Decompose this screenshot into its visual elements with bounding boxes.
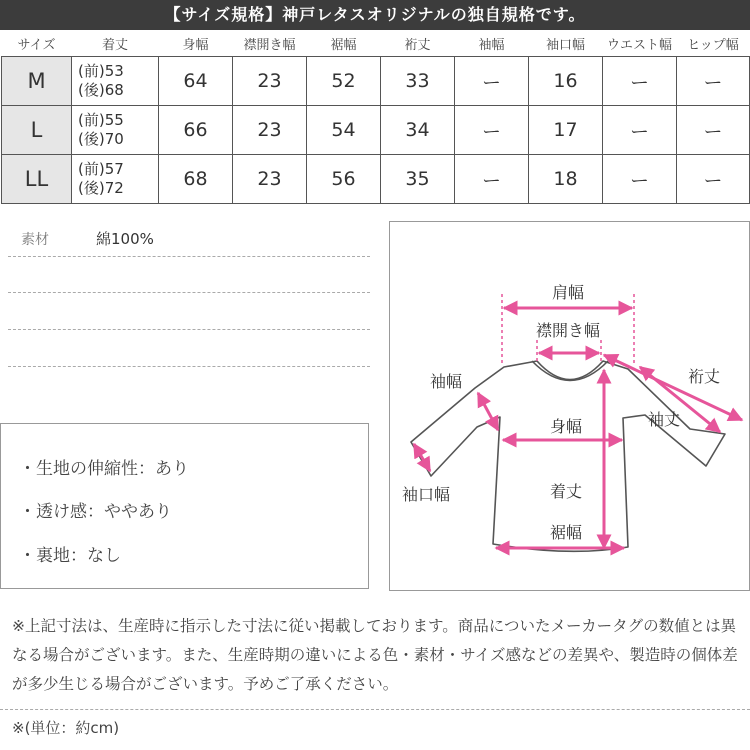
property-sheerness: ・透け感：ややあり xyxy=(19,502,172,522)
length-front: (前)55 xyxy=(78,111,124,129)
table-cell: 23 xyxy=(233,155,307,204)
table-row xyxy=(2,57,750,106)
table-cell: 33 xyxy=(381,57,455,106)
material-value: 綿100% xyxy=(96,230,154,248)
column-header: ウエスト幅 xyxy=(606,37,672,53)
table-cell: ー xyxy=(455,106,529,155)
column-header: 着丈 xyxy=(101,37,128,53)
column-header: サイズ xyxy=(17,37,56,53)
table-cell: ー xyxy=(677,155,750,204)
table-cell: 35 xyxy=(381,155,455,204)
size-label: LL xyxy=(2,155,72,204)
table-cell: 64 xyxy=(159,57,233,106)
table-cell: 52 xyxy=(307,57,381,106)
length-cell xyxy=(72,155,159,204)
table-row xyxy=(2,106,750,155)
unit-note: ※(単位：約cm) xyxy=(12,719,120,737)
length-cell xyxy=(72,106,159,155)
table-cell: 23 xyxy=(233,57,307,106)
table-cell: 23 xyxy=(233,106,307,155)
body-width-label: 身幅 xyxy=(549,417,583,436)
yuki-label: 裄丈 xyxy=(688,367,721,386)
table-cell: 56 xyxy=(307,155,381,204)
length-front: (前)57 xyxy=(78,160,124,178)
size-label: L xyxy=(2,106,72,155)
table-cell: ー xyxy=(455,155,529,204)
disclaimer-notes: ※上記寸法は、生産時に指示した寸法に従い掲載しております。商品についたメーカータグの数値とは異なる場合がございます。また、生産時期の違いによる色・素材・サイズ感などの差異や、製造時の個体差が多少生じる場合がございます。予めご了承ください。 xyxy=(12,617,738,693)
fabric-properties xyxy=(0,423,369,589)
divider xyxy=(8,329,370,330)
cuff-width-label: 袖口幅 xyxy=(402,485,451,504)
page-title: 【サイズ規格】神戸レタスオリジナルの独自規格です。 xyxy=(0,0,750,30)
column-header: 裾幅 xyxy=(330,37,357,53)
length-cell xyxy=(72,57,159,106)
measurement-diagram xyxy=(389,221,750,591)
table-cell: ー xyxy=(603,155,677,204)
table-cell: ー xyxy=(677,57,750,106)
property-lining: ・裏地：なし xyxy=(19,546,121,566)
table-cell: ー xyxy=(603,57,677,106)
length-label: 着丈 xyxy=(549,482,583,501)
column-header: 裄丈 xyxy=(404,37,431,53)
table-cell: 68 xyxy=(159,155,233,204)
table-cell: 17 xyxy=(529,106,603,155)
table-cell: ー xyxy=(603,106,677,155)
material-label: 素材 xyxy=(21,232,49,248)
length-back: (後)70 xyxy=(78,130,124,148)
length-back: (後)68 xyxy=(78,81,124,99)
column-header: 襟開き幅 xyxy=(243,37,296,53)
table-cell: 54 xyxy=(307,106,381,155)
column-header: 袖幅 xyxy=(478,37,505,53)
divider xyxy=(0,709,750,710)
garment-diagram xyxy=(390,222,750,591)
shoulder-width-label: 肩幅 xyxy=(551,283,585,302)
table-cell: 66 xyxy=(159,106,233,155)
sleeve-length-label: 袖丈 xyxy=(648,410,681,429)
column-header: 袖口幅 xyxy=(545,37,585,53)
length-back: (後)72 xyxy=(78,179,124,197)
property-stretch: ・生地の伸縮性：あり xyxy=(19,459,189,479)
neck-width-label: 襟開き幅 xyxy=(535,321,601,340)
column-header: 身幅 xyxy=(182,37,209,53)
divider xyxy=(8,292,370,293)
table-cell: ー xyxy=(455,57,529,106)
size-table xyxy=(1,30,750,204)
table-cell: ー xyxy=(677,106,750,155)
table-cell: 16 xyxy=(529,57,603,106)
table-cell: 18 xyxy=(529,155,603,204)
divider xyxy=(8,366,370,367)
hem-width-label: 裾幅 xyxy=(549,523,583,542)
size-label: M xyxy=(2,57,72,106)
material-section xyxy=(8,226,370,376)
table-cell: 34 xyxy=(381,106,455,155)
table-row xyxy=(2,155,750,204)
sleeve-width-label: 袖幅 xyxy=(430,372,463,391)
size-table-header xyxy=(2,30,750,57)
material-row xyxy=(8,226,370,257)
length-front: (前)53 xyxy=(78,62,124,80)
column-header: ヒップ幅 xyxy=(687,37,739,53)
